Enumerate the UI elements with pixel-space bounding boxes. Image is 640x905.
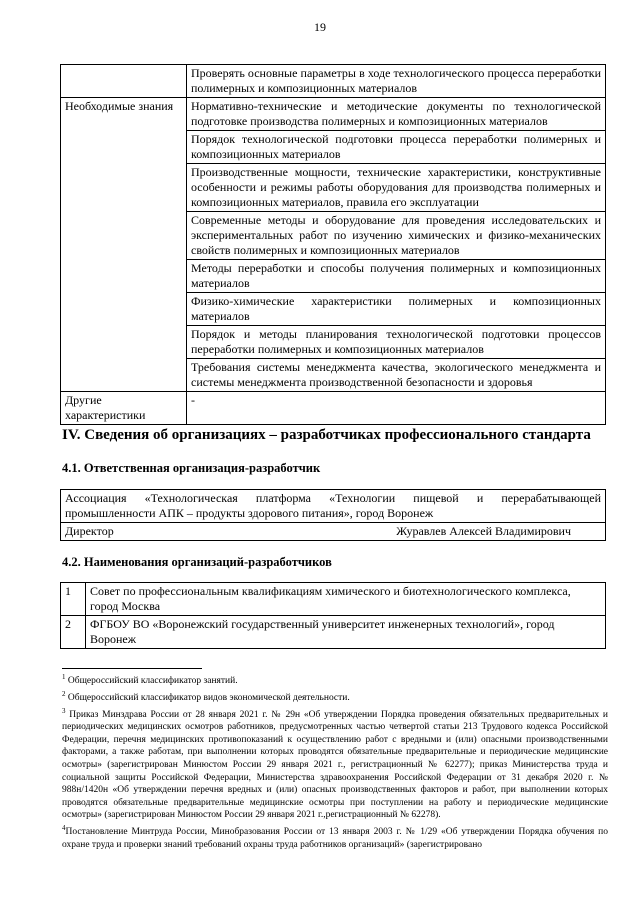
developer-name: ФГБОУ ВО «Воронежский государственный университет инженерных технологий», город Воронеж bbox=[86, 616, 606, 649]
table-row bbox=[61, 98, 606, 131]
footnotes bbox=[62, 671, 608, 851]
table-row bbox=[61, 392, 606, 425]
knowledge-item: Нормативно-технические и методические документы по технологической подготовке производства полимерных и композиционных материалов bbox=[187, 98, 606, 131]
knowledge-item: Физико-химические характеристики полимерных и композиционных материалов bbox=[187, 293, 606, 326]
knowledge-item: Требования системы менеджмента качества, экологического менеджмента и системы менеджмента производственной безопасности и здоровья bbox=[187, 359, 606, 392]
footnote: $^2$ Общероссийский классификатор видов экономической деятельности. bbox=[62, 689, 350, 703]
page-number: 19 bbox=[314, 20, 326, 34]
table-row bbox=[61, 65, 606, 98]
table-row bbox=[61, 523, 606, 541]
developers-table bbox=[60, 582, 606, 649]
responsible-org-name: Ассоциация «Технологическая платформа «Технологии пищевой и перерабатывающей промышленности АПК – продукты здорового питания», город Воронеж bbox=[61, 490, 606, 523]
skill-cell: Проверять основные параметры в ходе технологического процесса переработки полимерных и композиционных материалов bbox=[187, 65, 606, 98]
director-label: Директор bbox=[65, 524, 114, 538]
table-row bbox=[61, 583, 606, 616]
subsection-title-responsible: 4.1. Ответственная организация-разработчик bbox=[62, 461, 321, 475]
knowledge-table bbox=[60, 64, 606, 425]
knowledge-item: Производственные мощности, технические характеристики, конструктивные особенности и режимы работы оборудования для производства полимерных и композиционных материалов, правила его эксплуатации bbox=[187, 164, 606, 212]
knowledge-item: Порядок технологической подготовки процесса переработки полимерных и композиционных материалов bbox=[187, 131, 606, 164]
other-value: - bbox=[187, 392, 606, 425]
knowledge-label: Необходимые знания bbox=[61, 98, 187, 392]
footnote: $^4$Постановление Минтруда России, Минобразования России от 13 января 2003 г. № 1/29 «Об утверждении Порядка обучения по охране труда и проверки знаний требований охраны труда работников организаций» (зарегистрировано bbox=[62, 824, 608, 850]
table-row bbox=[61, 616, 606, 649]
developer-name: Совет по профессиональным квалификациям химического и биотехнологического комплекса, город Москва bbox=[86, 583, 606, 616]
subsection-title-developers: 4.2. Наименования организаций-разработчиков bbox=[62, 555, 332, 569]
knowledge-item: Методы переработки и способы получения полимерных и композиционных материалов bbox=[187, 260, 606, 293]
footnote: $^1$ Общероссийский классификатор занятий. bbox=[62, 673, 238, 687]
footnote-separator bbox=[62, 668, 202, 669]
knowledge-item: Порядок и методы планирования технологической подготовки процессов переработки полимерных и композиционных материалов bbox=[187, 326, 606, 359]
knowledge-item: Современные методы и оборудование для проведения исследовательских и экспериментальных работ по изучению химических и физико-механических свойств полимерных и композиционных материалов bbox=[187, 212, 606, 260]
responsible-org-table bbox=[60, 489, 606, 541]
director-cell bbox=[61, 523, 606, 541]
section-title: IV. Сведения об организациях – разработчиках профессионального стандарта bbox=[62, 427, 591, 443]
empty-cell bbox=[61, 65, 187, 98]
table-row bbox=[61, 490, 606, 523]
footnote: $^3$ Приказ Минздрава России от 28 января 2021 г. № 29н «Об утверждении Порядка проведения обязательных предварительных и периодических медицинских осмотров работников, предусмотренных частью четвертой статьи 213 Трудового кодекса Российской Федерации, перечня медицинских противопоказаний к осуществлению работ с вредными и (или) опасными производственными факторами, а также работам, при выполнении которых проводятся обязательные предварительные и периодические медицинские осмотры» (зарегистрирован Минюстом России 29 января 2021 г., регистрационный № 62277); приказ Министерства труда и социальной защиты Российской Федерации, Министерства здравоохранения Российской Федерации от 31 декабря 2020 г. № 988н/1420н «Об утверждении перечня вредных и (или) опасных производственных факторов и работ, при выполнении которых проводятся обязательные предварительные медицинские осмотры при поступлении на работу и периодические медицинские осмотры» (зарегистрирован Минюстом России 29 января 2021 г.,регистрационный № 62278). bbox=[62, 706, 608, 821]
developer-number: 2 bbox=[61, 616, 86, 649]
other-label: Другие характеристики bbox=[61, 392, 187, 425]
developer-number: 1 bbox=[61, 583, 86, 616]
director-name: Журавлев Алексей Владимирович bbox=[396, 524, 571, 538]
